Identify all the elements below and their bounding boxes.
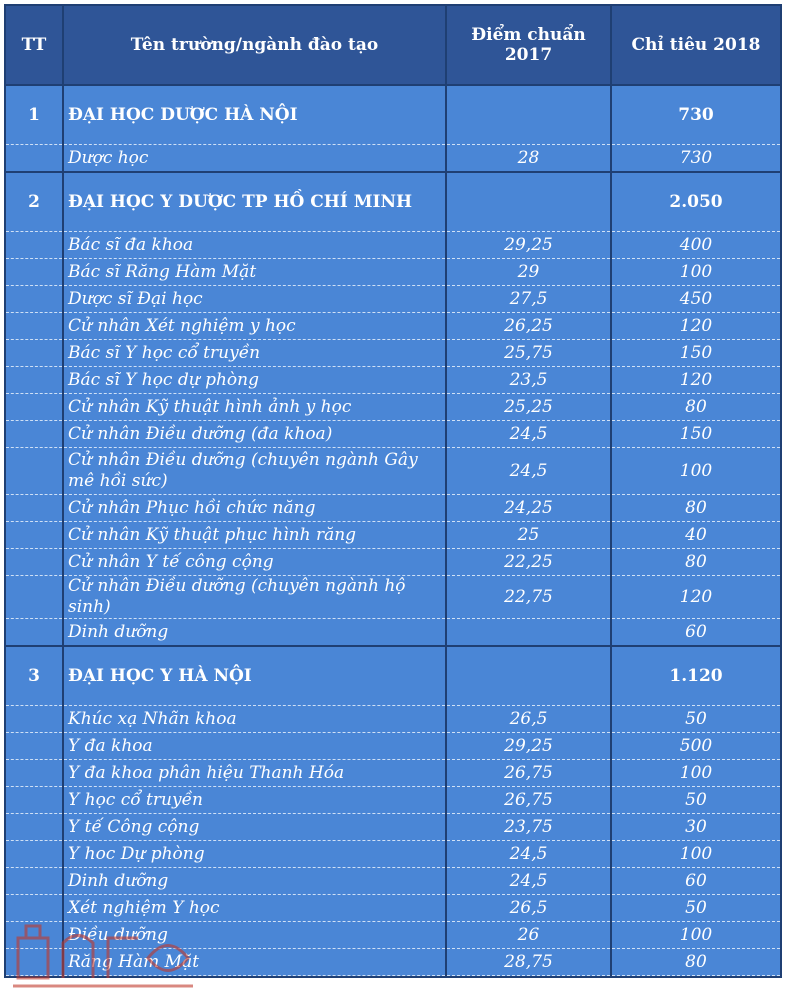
major-index: [6, 787, 63, 814]
university-quota: 2.050: [611, 172, 780, 232]
major-name: Xét nghiệm Y học: [63, 895, 446, 922]
major-quota: 60: [611, 619, 780, 647]
major-index: [6, 340, 63, 367]
major-score: 26,5: [446, 895, 611, 922]
major-name: Răng Hàm Mặt: [63, 949, 446, 976]
major-name: Cử nhân Y tế công cộng: [63, 549, 446, 576]
header-score: Điểm chuẩn 2017: [446, 6, 611, 85]
major-quota: 50: [611, 895, 780, 922]
major-score: 24,5: [446, 868, 611, 895]
admission-table-container: [4, 4, 782, 978]
major-name: Điều dưỡng: [63, 922, 446, 949]
university-score: [446, 646, 611, 706]
university-name: ĐẠI HỌC DƯỢC HÀ NỘI: [63, 85, 446, 145]
major-quota: 120: [611, 313, 780, 340]
university-quota: 1.120: [611, 646, 780, 706]
major-score: 28,75: [446, 949, 611, 976]
major-row: [6, 760, 780, 787]
major-index: [6, 549, 63, 576]
major-score: 22,25: [446, 549, 611, 576]
major-name: Dược học: [63, 145, 446, 173]
major-row: [6, 286, 780, 313]
university-index: 1: [6, 85, 63, 145]
major-score: 25: [446, 522, 611, 549]
major-score: 26,75: [446, 787, 611, 814]
major-name: Dinh dưỡng: [63, 868, 446, 895]
header-quota: Chỉ tiêu 2018: [611, 6, 780, 85]
major-quota: 150: [611, 340, 780, 367]
major-name: Y đa khoa phân hiệu Thanh Hóa: [63, 760, 446, 787]
major-name: Cử nhân Điều dưỡng (đa khoa): [63, 421, 446, 448]
major-score: 26: [446, 922, 611, 949]
major-score: 23,5: [446, 367, 611, 394]
major-name: Cử nhân Điều dưỡng (chuyên ngành Gây mê hồi sức): [63, 448, 446, 495]
university-name: ĐẠI HỌC Y HÀ NỘI: [63, 646, 446, 706]
major-quota: 60: [611, 868, 780, 895]
table-body: [6, 85, 780, 976]
major-index: [6, 706, 63, 733]
major-score: 25,25: [446, 394, 611, 421]
major-score: 26,5: [446, 706, 611, 733]
university-score: [446, 85, 611, 145]
major-quota: 50: [611, 787, 780, 814]
major-row: [6, 814, 780, 841]
major-row: [6, 706, 780, 733]
header-name: Tên trường/ngành đào tạo: [63, 6, 446, 85]
university-row: [6, 646, 780, 706]
major-name: Cử nhân Điều dưỡng (chuyên ngành hộ sinh): [63, 576, 446, 619]
major-quota: 120: [611, 367, 780, 394]
major-row: [6, 145, 780, 173]
university-name: ĐẠI HỌC Y DƯỢC TP HỒ CHÍ MINH: [63, 172, 446, 232]
major-score: 28: [446, 145, 611, 173]
major-row: [6, 522, 780, 549]
major-row: [6, 495, 780, 522]
major-quota: 40: [611, 522, 780, 549]
major-name: Bác sĩ Y học dự phòng: [63, 367, 446, 394]
major-row: [6, 549, 780, 576]
university-row: [6, 85, 780, 145]
major-index: [6, 286, 63, 313]
major-quota: 80: [611, 394, 780, 421]
major-row: [6, 868, 780, 895]
major-quota: 100: [611, 922, 780, 949]
major-index: [6, 760, 63, 787]
major-index: [6, 868, 63, 895]
major-quota: 80: [611, 495, 780, 522]
major-quota: 120: [611, 576, 780, 619]
major-index: [6, 495, 63, 522]
major-score: 22,75: [446, 576, 611, 619]
major-quota: 100: [611, 259, 780, 286]
major-quota: 100: [611, 760, 780, 787]
major-name: Khúc xạ Nhãn khoa: [63, 706, 446, 733]
major-row: [6, 313, 780, 340]
major-name: Bác sĩ đa khoa: [63, 232, 446, 259]
major-row: [6, 576, 780, 619]
major-index: [6, 619, 63, 647]
major-index: [6, 814, 63, 841]
major-score: [446, 619, 611, 647]
major-index: [6, 259, 63, 286]
university-index: 2: [6, 172, 63, 232]
major-quota: 450: [611, 286, 780, 313]
major-row: [6, 448, 780, 495]
major-score: 29,25: [446, 733, 611, 760]
major-name: Y tế Công cộng: [63, 814, 446, 841]
major-index: [6, 576, 63, 619]
major-score: 24,25: [446, 495, 611, 522]
major-row: [6, 259, 780, 286]
major-name: Bác sĩ Y học cổ truyền: [63, 340, 446, 367]
major-name: Bác sĩ Răng Hàm Mặt: [63, 259, 446, 286]
major-quota: 50: [611, 706, 780, 733]
major-score: 29,25: [446, 232, 611, 259]
header-tt: TT: [6, 6, 63, 85]
major-score: 29: [446, 259, 611, 286]
university-quota: 730: [611, 85, 780, 145]
major-quota: 150: [611, 421, 780, 448]
major-name: Y hoc Dự phòng: [63, 841, 446, 868]
major-score: 26,75: [446, 760, 611, 787]
university-index: 3: [6, 646, 63, 706]
major-index: [6, 841, 63, 868]
major-score: 24,5: [446, 421, 611, 448]
major-quota: 80: [611, 949, 780, 976]
major-index: [6, 313, 63, 340]
major-quota: 500: [611, 733, 780, 760]
major-row: [6, 787, 780, 814]
major-row: [6, 841, 780, 868]
major-score: 23,75: [446, 814, 611, 841]
major-name: Cử nhân Kỹ thuật hình ảnh y học: [63, 394, 446, 421]
major-row: [6, 232, 780, 259]
major-score: 27,5: [446, 286, 611, 313]
major-row: [6, 394, 780, 421]
major-quota: 400: [611, 232, 780, 259]
major-quota: 80: [611, 549, 780, 576]
table-header-row: [6, 6, 780, 85]
major-score: 26,25: [446, 313, 611, 340]
major-row: [6, 340, 780, 367]
university-score: [446, 172, 611, 232]
major-quota: 100: [611, 448, 780, 495]
newspaper-logo-icon: [8, 908, 198, 996]
major-row: [6, 619, 780, 647]
major-index: [6, 522, 63, 549]
major-quota: 100: [611, 841, 780, 868]
major-name: Cử nhân Kỹ thuật phục hình răng: [63, 522, 446, 549]
major-index: [6, 367, 63, 394]
major-name: Cử nhân Xét nghiệm y học: [63, 313, 446, 340]
admission-table: [6, 6, 780, 976]
major-quota: 730: [611, 145, 780, 173]
major-index: [6, 421, 63, 448]
university-row: [6, 172, 780, 232]
major-name: Dinh dưỡng: [63, 619, 446, 647]
major-name: Dược sĩ Đại học: [63, 286, 446, 313]
major-score: 24,5: [446, 841, 611, 868]
major-name: Y đa khoa: [63, 733, 446, 760]
major-index: [6, 733, 63, 760]
major-score: 24,5: [446, 448, 611, 495]
major-row: [6, 367, 780, 394]
major-index: [6, 394, 63, 421]
major-index: [6, 145, 63, 173]
major-score: 25,75: [446, 340, 611, 367]
major-quota: 30: [611, 814, 780, 841]
major-row: [6, 733, 780, 760]
major-row: [6, 421, 780, 448]
major-name: Cử nhân Phục hồi chức năng: [63, 495, 446, 522]
major-index: [6, 232, 63, 259]
major-name: Y học cổ truyền: [63, 787, 446, 814]
major-index: [6, 448, 63, 495]
